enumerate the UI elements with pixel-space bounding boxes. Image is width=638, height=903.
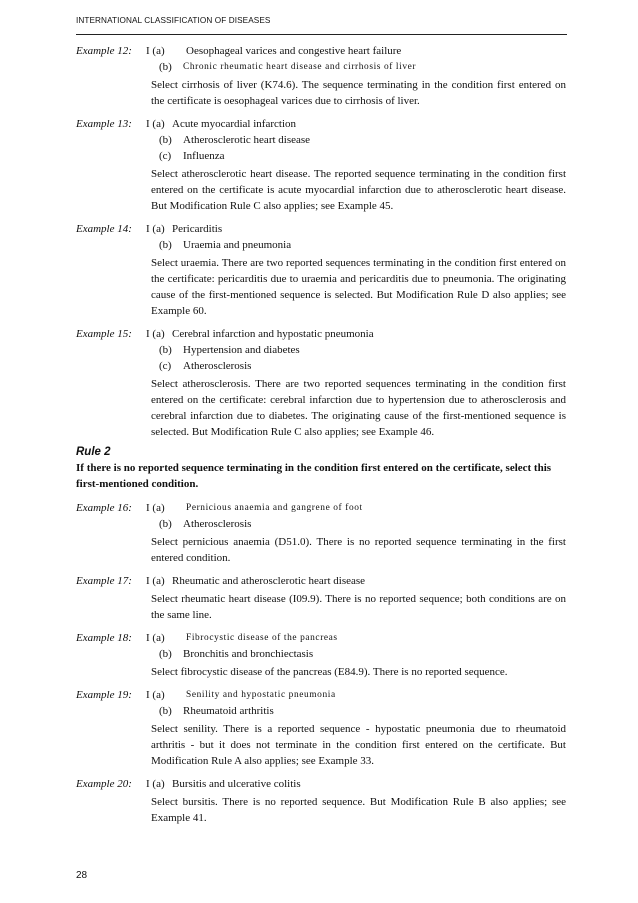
example-18 <box>76 630 566 680</box>
example-12 <box>76 43 566 109</box>
condition-text: Uraemia and pneumonia <box>183 239 292 251</box>
example-13 <box>76 116 566 214</box>
example-label: Example 16: <box>76 502 132 514</box>
condition-part: I (a) <box>146 45 165 57</box>
condition-part: I (a) <box>146 689 165 701</box>
condition-part: I (a) <box>146 632 165 644</box>
example-14 <box>76 221 566 319</box>
condition-text: Pernicious anaemia and gangrene of foot <box>186 503 363 513</box>
condition-text: Bursitis and ulcerative colitis <box>172 778 301 790</box>
example-label: Example 17: <box>76 575 132 587</box>
condition-part: (c) <box>159 150 172 162</box>
condition-text: Hypertension and diabetes <box>183 344 300 356</box>
header-divider <box>76 34 567 35</box>
condition-line <box>146 237 566 253</box>
condition-text: Fibrocystic disease of the pancreas <box>186 633 338 643</box>
example-label: Example 12: <box>76 45 132 57</box>
example-label: Example 15: <box>76 328 132 340</box>
condition-part: (b) <box>159 239 172 251</box>
condition-text: Oesophageal varices and congestive heart failure <box>186 45 402 57</box>
example-19 <box>76 687 566 769</box>
page-content <box>76 43 566 833</box>
rule-heading: Rule 2 <box>76 446 111 458</box>
condition-part: (b) <box>159 518 172 530</box>
example-explanation: Select fibrocystic disease of the pancreas (E84.9). There is no reported sequence. <box>151 666 508 678</box>
condition-line <box>146 776 566 792</box>
condition-line <box>146 573 566 589</box>
condition-line <box>146 358 566 374</box>
condition-text: Atherosclerosis <box>183 360 252 372</box>
condition-part: (b) <box>159 648 172 660</box>
condition-line <box>146 687 566 703</box>
example-15 <box>76 326 566 440</box>
condition-line <box>146 703 566 719</box>
example-explanation: Select atherosclerotic heart disease. The reported sequence terminating in the condition first entered on the certificate is acute myocardial infarction due to atherosclerotic heart disease. But Modification Rule C also applies; see Example 45. <box>151 168 566 212</box>
condition-part: I (a) <box>146 778 165 790</box>
condition-text: Atherosclerotic heart disease <box>183 134 311 146</box>
example-explanation: Select bursitis. There is no reported sequence. But Modification Rule B also applies; see Example 41. <box>151 796 566 824</box>
condition-text: Rheumatoid arthritis <box>183 705 274 717</box>
condition-line <box>146 500 566 516</box>
condition-part: (b) <box>159 705 172 717</box>
condition-part: I (a) <box>146 328 165 340</box>
condition-line <box>146 148 566 164</box>
page-number: 28 <box>76 870 88 881</box>
example-16 <box>76 500 566 566</box>
condition-part: (b) <box>159 344 172 356</box>
condition-line <box>146 646 566 662</box>
condition-text: Cerebral infarction and hypostatic pneumonia <box>172 328 374 340</box>
running-header: INTERNATIONAL CLASSIFICATION OF DISEASES <box>76 16 271 25</box>
condition-line <box>146 132 566 148</box>
example-17 <box>76 573 566 623</box>
condition-text: Rheumatic and atherosclerotic heart disease <box>172 575 366 587</box>
condition-line <box>146 221 566 237</box>
condition-line <box>146 516 566 532</box>
condition-text: Pericarditis <box>172 223 223 235</box>
example-label: Example 19: <box>76 689 132 701</box>
condition-line <box>146 116 566 132</box>
condition-line <box>146 342 566 358</box>
rule-statement: If there is no reported sequence terminating in the condition first entered on the certificate, select this first-mentioned condition. <box>76 462 552 490</box>
condition-text: Acute myocardial infarction <box>172 118 297 130</box>
condition-part: (b) <box>159 61 172 73</box>
example-label: Example 18: <box>76 632 132 644</box>
condition-part: I (a) <box>146 575 165 587</box>
condition-part: I (a) <box>146 502 165 514</box>
condition-text: Chronic rheumatic heart disease and cirrhosis of liver <box>183 62 417 72</box>
example-explanation: Select pernicious anaemia (D51.0). There is no reported sequence terminating in the first entered condition. <box>151 536 566 564</box>
condition-line <box>146 43 566 59</box>
condition-text: Atherosclerosis <box>183 518 252 530</box>
condition-part: I (a) <box>146 118 165 130</box>
example-label: Example 13: <box>76 118 132 130</box>
condition-part: (c) <box>159 360 172 372</box>
example-explanation: Select cirrhosis of liver (K74.6). The sequence terminating in the condition first entered on the certificate is oesophageal varices due to cirrhosis of liver. <box>151 79 566 107</box>
condition-part: I (a) <box>146 223 165 235</box>
condition-line <box>146 59 566 75</box>
example-20 <box>76 776 566 826</box>
example-label: Example 20: <box>76 778 132 790</box>
condition-line <box>146 630 566 646</box>
example-explanation: Select uraemia. There are two reported sequences terminating in the condition first entered on the certificate: pericarditis due to uraemia and pericarditis due to pneumonia. The originating cause of the first-mentioned sequence is selected. But Modification Rule D also applies; see Example 60. <box>151 257 566 317</box>
example-explanation: Select atherosclerosis. There are two reported sequences terminating in the condition first entered on the certificate: cerebral infarction due to hypertension due to atherosclerosis and cerebral infarction due to diabetes. The originating cause of the first-mentioned sequence is selected. But Modification Rule C also applies; see Example 46. <box>151 378 566 438</box>
example-label: Example 14: <box>76 223 132 235</box>
condition-part: (b) <box>159 134 172 146</box>
condition-text: Senility and hypostatic pneumonia <box>186 690 336 700</box>
condition-text: Bronchitis and bronchiectasis <box>183 648 314 660</box>
condition-text: Influenza <box>183 150 225 162</box>
example-explanation: Select senility. There is a reported sequence - hypostatic pneumonia due to rheumatoid arthritis - but it does not terminate in the condition first entered on the certificate. But Modification Rule A also applies; see Example 33. <box>151 723 566 767</box>
condition-line <box>146 326 566 342</box>
example-explanation: Select rheumatic heart disease (I09.9). There is no reported sequence; both conditions are on the same line. <box>151 593 566 621</box>
